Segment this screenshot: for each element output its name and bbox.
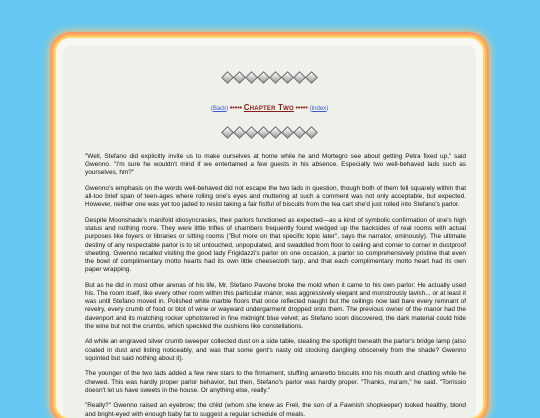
- paragraph: Gwenno's emphasis on the words well-behaved did not escape the two lads in question, though both of them fell squarely within that all-too brief span of teen-ages where rolling one's eyes and muttering at such a comment was not only acceptable, but expected. However, neither one was yet too jaded to resist taking a fair fistful of biscuits from the tea cart she'd just rolled into Stefano's parlor.: [85, 185, 466, 209]
- paragraph: "Really?" Gwenno raised an eyebrow; the child (whom she knew as Freli, the son of a Fawnish shopkeeper) looked healthy, blond and bright-eyed with enough baby fat to suggest a regular schedule of meals.: [85, 402, 466, 418]
- diamond-icon: [306, 72, 318, 82]
- bottom-ornament-divider: [63, 127, 476, 139]
- page-panel: [63, 45, 476, 418]
- paren: ): [326, 106, 329, 112]
- paragraph: But as he did in most other arenas of his life, Mr. Stefano Pavone broke the mold when it came to his own parlor: He actually used his. The room itself, like every other room within this particular manor, was aggressively elegant and monstrously lavish... or at least it was until Stefano moved in. Polished white marble floors that once reflected naught but the ceilings now laid bare every remnant of revelry, every crumb of food or blot of wine or wayward undergarment dropped onto them. The previous owner of the manor had the davenport and its matching rocker upholstered in fine midnight blue velvet; as Stefano soon discovered, the dark material could hide the wine but not the crumbs, which speckled the cushions like constellations.: [85, 281, 466, 330]
- paren: (: [210, 106, 213, 112]
- paren: ): [226, 106, 229, 112]
- dots-left: •••••: [229, 105, 243, 112]
- top-ornament-divider: [63, 72, 476, 84]
- chapter-title: Chapter Two: [243, 103, 294, 112]
- paragraph: Despite Moonshade's manifold idiosyncrasies, their parlors functioned as expected—as a kind of symbolic confirmation of one's high status and nothing more. They were little trifles of chambers frequently found wedged up the backsides of real rooms with actual purposes like foyers or libraries or sitting rooms ("But more on that specific topic later", says the narrator, ominously). The ultimate destiny of any respectable parlor is to sit untouched, unpopulated, and swaddled from floor to ceiling and corner to corner in dustproof sheeting. Gwenno recalled visiting the good lady Frigidazzi's parlor on one occasion, a parlor so comprehensively pristine that even the bowl of complimentary motto hearts had its own little cheesecloth tarp, and that each complimentary motto heart had its own paper wrapping.: [85, 217, 466, 274]
- paragraph: All while an engraved silver crumb sweeper collected dust on a side table, stealing the spotlight beneath the parlor's bridge lamp (also coated in dust and listing noticeably, and was that some gent's nasty old stocking dangling obscenely from the shade? Gwenno squinted but said nothing about it).: [85, 338, 466, 362]
- index-link[interactable]: Index: [311, 106, 327, 112]
- diamond-icon: [306, 127, 318, 137]
- back-link[interactable]: Back: [212, 106, 227, 112]
- paragraph: The younger of the two lads added a few new stars to the firmament, stuffing amaretto biscuits into his mouth and chatting while he chewed. This was hardly proper parlor behavior, but then, Stefano's parlor was hardly proper. "Thanks, ma'am," he said. "Torrissio doesn't let us have sweets in the house. Or anything else, really.": [85, 370, 466, 394]
- story-text: [85, 153, 466, 418]
- paren: (: [309, 106, 312, 112]
- content-frame: [56, 38, 483, 418]
- paragraph: "Well, Stefano did explicitly invite us to make ourselves at home while he and Mortegro see about getting Petra fixed up," said Gwenno. "I'm sure he wouldn't mind if we entertained a few guests in his absence. Especially two well-behaved lads such as yourselves, hm?": [85, 153, 466, 177]
- dots-right: •••••: [295, 105, 308, 112]
- chapter-nav: [63, 103, 476, 112]
